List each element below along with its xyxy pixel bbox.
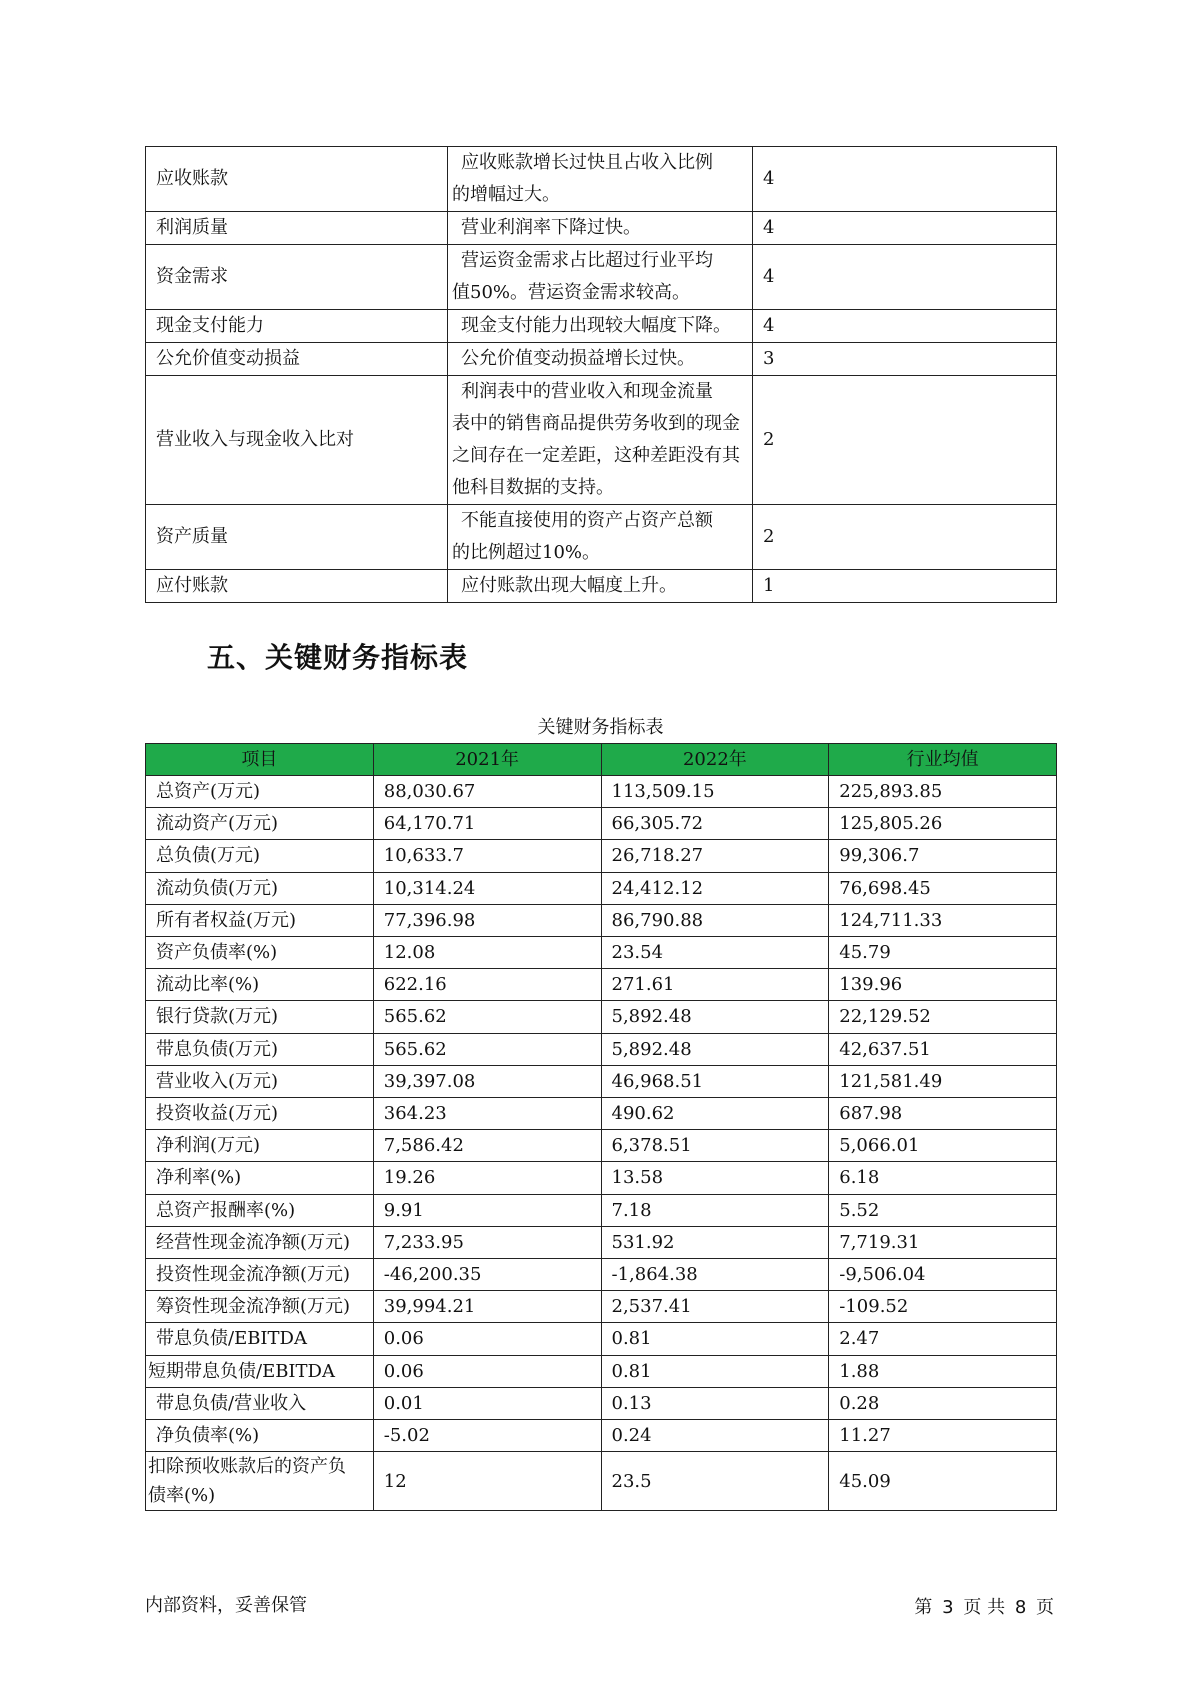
kpi-row [146, 840, 1057, 872]
kpi-2021-value: 19.26 [373, 1162, 601, 1194]
kpi-industry-average: -109.52 [829, 1291, 1057, 1323]
table-caption: 关键财务指标表 [537, 717, 664, 738]
kpi-industry-average: 45.79 [829, 937, 1057, 969]
kpi-industry-average: 6.18 [829, 1162, 1057, 1194]
kpi-industry-average: 2.47 [829, 1323, 1057, 1355]
risk-row [146, 147, 1057, 212]
risk-score: 4 [753, 147, 1057, 212]
kpi-industry-average: 76,698.45 [829, 872, 1057, 904]
kpi-2022-value: -1,864.38 [601, 1259, 829, 1291]
kpi-industry-average: 99,306.7 [829, 840, 1057, 872]
kpi-row [146, 1259, 1057, 1291]
kpi-item: 扣除预收账款后的资产负债率(%) [146, 1452, 374, 1511]
kpi-2022-value: 46,968.51 [601, 1065, 829, 1097]
kpi-row [146, 969, 1057, 1001]
risk-score: 4 [753, 245, 1057, 310]
risk-row [146, 245, 1057, 310]
kpi-2021-value: 0.06 [373, 1355, 601, 1387]
header-2022: 2022年 [601, 744, 829, 776]
risk-score: 3 [753, 343, 1057, 376]
kpi-2022-value: 5,892.48 [601, 1033, 829, 1065]
kpi-row [146, 1355, 1057, 1387]
kpi-row [146, 1226, 1057, 1258]
kpi-2021-value: 0.06 [373, 1323, 601, 1355]
kpi-2022-value: 7.18 [601, 1194, 829, 1226]
risk-description [448, 245, 753, 310]
kpi-item: 筹资性现金流净额(万元) [146, 1291, 374, 1323]
risk-description-first: 营运资金需求占比超过行业平均 [461, 250, 713, 271]
risk-row [146, 505, 1057, 570]
kpi-2022-value: 13.58 [601, 1162, 829, 1194]
kpi-2021-value: 12.08 [373, 937, 601, 969]
kpi-row [146, 1420, 1057, 1452]
kpi-2022-value: 2,537.41 [601, 1291, 829, 1323]
kpi-item: 投资收益(万元) [146, 1098, 374, 1130]
page-suffix: 页 [1036, 1597, 1054, 1618]
risk-score: 1 [753, 570, 1057, 603]
kpi-row [146, 1098, 1057, 1130]
kpi-2022-value: 0.81 [601, 1355, 829, 1387]
kpi-row [146, 1130, 1057, 1162]
kpi-2022-value: 0.81 [601, 1323, 829, 1355]
key-financial-indicators-table [145, 743, 1057, 1511]
risk-row [146, 310, 1057, 343]
risk-description-rest: 的比例超过10%。 [452, 542, 601, 563]
risk-score: 4 [753, 310, 1057, 343]
risk-item: 应收账款 [146, 147, 448, 212]
kpi-item: 净利润(万元) [146, 1130, 374, 1162]
risk-indicator-table [145, 146, 1057, 603]
kpi-item: 短期带息负债/EBITDA [146, 1355, 374, 1387]
kpi-table-body [146, 776, 1057, 1511]
risk-item: 应付账款 [146, 570, 448, 603]
kpi-industry-average: 0.28 [829, 1387, 1057, 1419]
kpi-2021-value: 565.62 [373, 1033, 601, 1065]
risk-description-first: 不能直接使用的资产占资产总额 [461, 510, 713, 531]
kpi-row [146, 1194, 1057, 1226]
risk-item: 利润质量 [146, 212, 448, 245]
kpi-2021-value: 64,170.71 [373, 808, 601, 840]
kpi-2022-value: 66,305.72 [601, 808, 829, 840]
risk-item: 资产质量 [146, 505, 448, 570]
risk-item: 营业收入与现金收入比对 [146, 376, 448, 505]
kpi-2021-value: 565.62 [373, 1001, 601, 1033]
risk-description [448, 147, 753, 212]
kpi-item: 流动比率(%) [146, 969, 374, 1001]
kpi-industry-average: 125,805.26 [829, 808, 1057, 840]
risk-row [146, 376, 1057, 505]
kpi-industry-average: 7,719.31 [829, 1226, 1057, 1258]
kpi-item: 营业收入(万元) [146, 1065, 374, 1097]
kpi-industry-average: 139.96 [829, 969, 1057, 1001]
kpi-industry-average: 121,581.49 [829, 1065, 1057, 1097]
kpi-industry-average: 1.88 [829, 1355, 1057, 1387]
kpi-2021-value: 7,586.42 [373, 1130, 601, 1162]
kpi-2021-value: 10,633.7 [373, 840, 601, 872]
kpi-row [146, 937, 1057, 969]
footer-page-number [912, 1593, 1056, 1619]
kpi-row [146, 776, 1057, 808]
footer-confidential-note: 内部资料，妥善保管 [145, 1595, 307, 1616]
kpi-industry-average: 124,711.33 [829, 904, 1057, 936]
risk-description [448, 505, 753, 570]
kpi-2022-value: 6,378.51 [601, 1130, 829, 1162]
kpi-2021-value: 7,233.95 [373, 1226, 601, 1258]
header-2021: 2021年 [373, 744, 601, 776]
kpi-2022-value: 23.5 [601, 1452, 829, 1511]
kpi-row [146, 1387, 1057, 1419]
kpi-2022-value: 0.13 [601, 1387, 829, 1419]
header-item: 项目 [146, 744, 374, 776]
kpi-table-header [146, 744, 1057, 776]
kpi-2021-value: 0.01 [373, 1387, 601, 1419]
header-row [146, 744, 1057, 776]
kpi-item: 总资产报酬率(%) [146, 1194, 374, 1226]
header-industry-average: 行业均值 [829, 744, 1057, 776]
kpi-2021-value: 10,314.24 [373, 872, 601, 904]
kpi-industry-average: 42,637.51 [829, 1033, 1057, 1065]
risk-description-rest: 值50%。营运资金需求较高。 [452, 282, 691, 303]
risk-item: 公允价值变动损益 [146, 343, 448, 376]
kpi-2021-value: 77,396.98 [373, 904, 601, 936]
kpi-item: 银行贷款(万元) [146, 1001, 374, 1033]
kpi-2021-value: 9.91 [373, 1194, 601, 1226]
kpi-item: 净负债率(%) [146, 1420, 374, 1452]
kpi-industry-average: 22,129.52 [829, 1001, 1057, 1033]
kpi-item: 投资性现金流净额(万元) [146, 1259, 374, 1291]
kpi-industry-average: 687.98 [829, 1098, 1057, 1130]
kpi-2022-value: 531.92 [601, 1226, 829, 1258]
risk-row [146, 343, 1057, 376]
section-title: 五、关键财务指标表 [207, 641, 469, 674]
kpi-2022-value: 113,509.15 [601, 776, 829, 808]
kpi-2021-value: 622.16 [373, 969, 601, 1001]
kpi-item: 总资产(万元) [146, 776, 374, 808]
kpi-2022-value: 271.61 [601, 969, 829, 1001]
risk-description: 营业利润率下降过快。 [448, 212, 753, 245]
kpi-2022-value: 5,892.48 [601, 1001, 829, 1033]
kpi-item: 所有者权益(万元) [146, 904, 374, 936]
kpi-row [146, 1162, 1057, 1194]
kpi-item: 经营性现金流净额(万元) [146, 1226, 374, 1258]
risk-item: 资金需求 [146, 245, 448, 310]
kpi-row [146, 1452, 1057, 1511]
kpi-2022-value: 23.54 [601, 937, 829, 969]
risk-description: 应付账款出现大幅度上升。 [448, 570, 753, 603]
kpi-2022-value: 24,412.12 [601, 872, 829, 904]
risk-score: 2 [753, 505, 1057, 570]
risk-description-rest: 表中的销售商品提供劳务收到的现金之间存在一定差距，这种差距没有其他科目数据的支持。 [452, 413, 740, 498]
kpi-item: 资产负债率(%) [146, 937, 374, 969]
page-mid: 页 共 [963, 1597, 1006, 1618]
risk-description-first: 利润表中的营业收入和现金流量 [461, 381, 713, 402]
kpi-industry-average: 5,066.01 [829, 1130, 1057, 1162]
kpi-row [146, 872, 1057, 904]
kpi-2021-value: 39,397.08 [373, 1065, 601, 1097]
risk-item: 现金支付能力 [146, 310, 448, 343]
kpi-industry-average: 225,893.85 [829, 776, 1057, 808]
kpi-row [146, 1323, 1057, 1355]
kpi-2022-value: 86,790.88 [601, 904, 829, 936]
risk-table-body [146, 147, 1057, 603]
risk-score: 4 [753, 212, 1057, 245]
risk-description-first: 应收账款增长过快且占收入比例 [461, 152, 713, 173]
kpi-2022-value: 26,718.27 [601, 840, 829, 872]
kpi-item: 流动资产(万元) [146, 808, 374, 840]
kpi-item: 带息负债(万元) [146, 1033, 374, 1065]
kpi-row [146, 1001, 1057, 1033]
kpi-industry-average: 45.09 [829, 1452, 1057, 1511]
kpi-row [146, 1033, 1057, 1065]
kpi-2021-value: 12 [373, 1452, 601, 1511]
kpi-row [146, 808, 1057, 840]
risk-description-rest: 的增幅过大。 [452, 184, 560, 205]
kpi-item: 总负债(万元) [146, 840, 374, 872]
kpi-2021-value: 88,030.67 [373, 776, 601, 808]
kpi-2022-value: 0.24 [601, 1420, 829, 1452]
kpi-item: 净利率(%) [146, 1162, 374, 1194]
kpi-2022-value: 490.62 [601, 1098, 829, 1130]
kpi-2021-value: 364.23 [373, 1098, 601, 1130]
risk-score: 2 [753, 376, 1057, 505]
page-prefix: 第 [914, 1597, 933, 1618]
kpi-row [146, 904, 1057, 936]
kpi-item: 带息负债/营业收入 [146, 1387, 374, 1419]
kpi-industry-average: 11.27 [829, 1420, 1057, 1452]
risk-description [448, 376, 753, 505]
kpi-row [146, 1065, 1057, 1097]
kpi-row [146, 1291, 1057, 1323]
kpi-2021-value: 39,994.21 [373, 1291, 601, 1323]
kpi-industry-average: 5.52 [829, 1194, 1057, 1226]
kpi-2021-value: -5.02 [373, 1420, 601, 1452]
page-current: 3 [942, 1597, 954, 1618]
risk-description: 现金支付能力出现较大幅度下降。 [448, 310, 753, 343]
kpi-industry-average: -9,506.04 [829, 1259, 1057, 1291]
kpi-item: 带息负债/EBITDA [146, 1323, 374, 1355]
risk-description: 公允价值变动损益增长过快。 [448, 343, 753, 376]
page-total: 8 [1014, 1597, 1027, 1618]
kpi-2021-value: -46,200.35 [373, 1259, 601, 1291]
risk-row [146, 212, 1057, 245]
risk-row [146, 570, 1057, 603]
kpi-item: 流动负债(万元) [146, 872, 374, 904]
